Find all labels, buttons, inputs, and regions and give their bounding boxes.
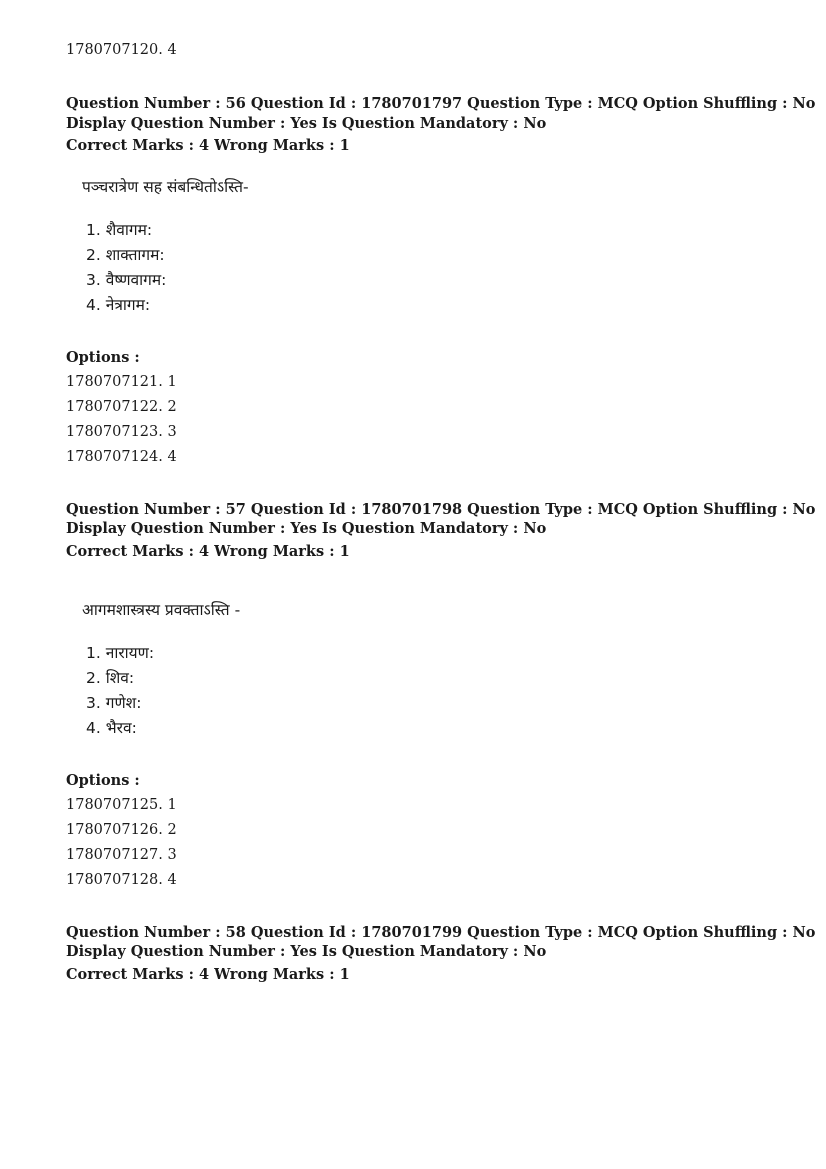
q57-options-label: Options :: [66, 772, 140, 789]
q57-choice-2: 2. शिव:: [86, 669, 135, 687]
q57-option-4: 1780707128. 4: [66, 872, 177, 888]
q58-header-line1: Question Number : 58 Question Id : 1780701799 Question Type : MCQ Option Shuffling : No: [66, 924, 816, 941]
q57-header-line2: Display Question Number : Yes Is Question Mandatory : No: [66, 520, 547, 537]
q57-question-text: आगमशास्त्रस्य प्रवक्ताऽस्ति -: [82, 601, 241, 619]
q57-choice-3: 3. गणेश:: [86, 694, 142, 712]
q56-header-line1: Question Number : 56 Question Id : 1780701797 Question Type : MCQ Option Shuffling : No: [66, 95, 816, 112]
q57-choice-1: 1. नारायण:: [86, 644, 155, 662]
q57-option-3: 1780707127. 3: [66, 847, 177, 863]
q57-option-1: 1780707125. 1: [66, 797, 177, 813]
q57-marks: Correct Marks : 4 Wrong Marks : 1: [66, 543, 350, 560]
q56-choice-3: 3. वैष्णवागम:: [86, 271, 167, 289]
q56-choice-4: 4. नेत्रागम:: [86, 296, 151, 314]
q56-option-4: 1780707124. 4: [66, 449, 177, 465]
q57-header-line1: Question Number : 57 Question Id : 1780701798 Question Type : MCQ Option Shuffling : No: [66, 501, 816, 518]
q56-options-label: Options :: [66, 349, 140, 366]
q56-option-1: 1780707121. 1: [66, 374, 177, 390]
q56-choice-2: 2. शाक्तागम:: [86, 246, 165, 264]
q56-marks: Correct Marks : 4 Wrong Marks : 1: [66, 137, 350, 154]
q56-option-2: 1780707122. 2: [66, 399, 177, 415]
q56-question-text: पञ्चरात्रेण सह संबन्धितोऽस्ति-: [82, 178, 249, 196]
q58-header-line2: Display Question Number : Yes Is Question Mandatory : No: [66, 943, 547, 960]
q57-choice-4: 4. भैरव:: [86, 719, 137, 737]
q58-marks: Correct Marks : 4 Wrong Marks : 1: [66, 966, 350, 983]
q57-option-2: 1780707126. 2: [66, 822, 177, 838]
q56-choice-1: 1. शैवागम:: [86, 221, 153, 239]
q56-option-3: 1780707123. 3: [66, 424, 177, 440]
previous-option-line: 1780707120. 4: [66, 42, 177, 58]
q56-header-line2: Display Question Number : Yes Is Question Mandatory : No: [66, 115, 547, 132]
